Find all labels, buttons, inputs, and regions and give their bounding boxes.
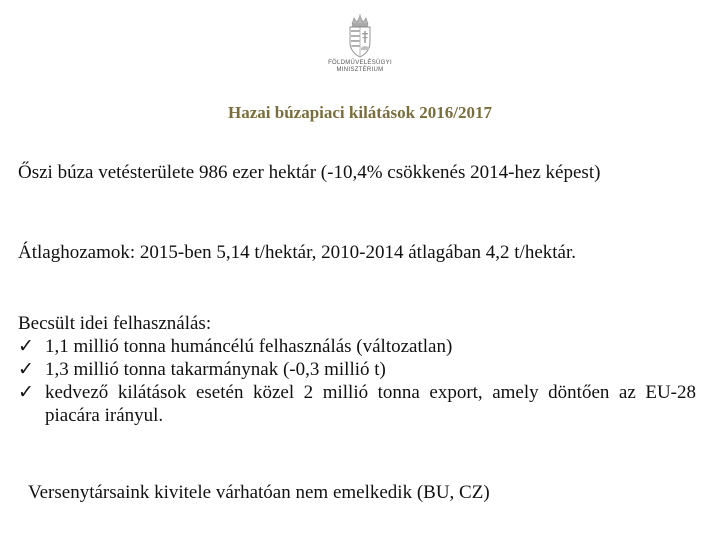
competitors-export-note: Versenytársaink kivitele várhatóan nem emelkedik (BU, CZ) xyxy=(28,482,490,503)
ministry-name xyxy=(312,60,408,74)
usage-list xyxy=(18,335,696,427)
estimated-usage-section xyxy=(18,312,696,427)
ministry-name-line1: FÖLDMŰVELÉSÜGYI xyxy=(328,60,392,66)
list-item xyxy=(18,381,696,427)
checkmark-icon: ✓ xyxy=(18,359,34,380)
average-yield-paragraph: Átlaghozamok: 2015-ben 5,14 t/hektár, 2010-2014 átlagában 4,2 t/hektár. xyxy=(18,242,577,263)
list-item xyxy=(18,335,696,358)
list-item xyxy=(18,358,696,381)
checkmark-icon: ✓ xyxy=(18,382,34,403)
slide-title: Hazai búzapiaci kilátások 2016/2017 xyxy=(228,103,492,122)
ministry-name-line2: MINISZTÉRIUM xyxy=(336,67,384,73)
usage-heading: Becsült idei felhasználás: xyxy=(18,313,212,334)
checkmark-icon: ✓ xyxy=(18,336,34,357)
list-item-text: kedvező kilátások esetén közel 2 millió tonna export, amely döntően az EU-28 piacára irányul. xyxy=(45,382,696,426)
list-item-text: 1,1 millió tonna humáncélú felhasználás (változatlan) xyxy=(45,336,453,357)
sowing-area-paragraph: Őszi búza vetésterülete 986 ezer hektár (-10,4% csökkenés 2014-hez képest) xyxy=(18,162,601,183)
hungarian-coat-of-arms-icon xyxy=(347,14,373,58)
ministry-logo xyxy=(312,14,408,92)
list-item-text: 1,3 millió tonna takarmánynak (-0,3 millió t) xyxy=(45,359,386,380)
